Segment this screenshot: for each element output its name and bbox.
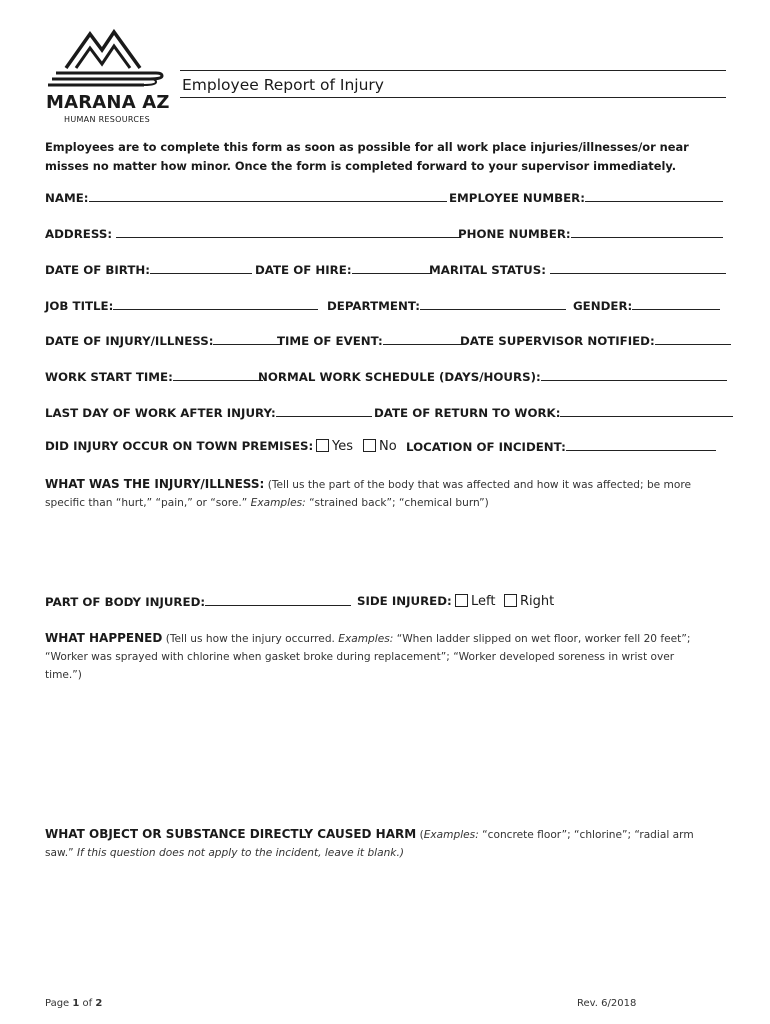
happened-note-3: time.”) [45, 669, 82, 681]
hire-label: DATE OF HIRE: [255, 263, 352, 277]
object-note-2a: saw.” [45, 847, 77, 859]
title-bottom-rule [180, 97, 726, 98]
premises-no-label: No [379, 439, 397, 454]
injury-note-2c: “strained back”; “chemical burn”) [305, 497, 489, 509]
side-left-label: Left [471, 594, 496, 609]
schedule-field[interactable] [541, 369, 727, 381]
brand-name: MARANA AZ [46, 92, 170, 113]
object-note-a: ( [416, 829, 424, 841]
name-field[interactable] [89, 190, 447, 202]
side-right-label: Right [520, 594, 555, 609]
marital-label: MARITAL STATUS: [429, 263, 551, 277]
event-time-field[interactable] [383, 333, 465, 345]
employee-number-field[interactable] [585, 190, 723, 202]
gender-field[interactable] [632, 298, 720, 310]
side-left-checkbox[interactable] [455, 594, 468, 607]
injury-heading: WHAT WAS THE INJURY/ILLNESS: [45, 477, 265, 491]
page-current: 1 [72, 998, 80, 1009]
return-date-field[interactable] [560, 405, 733, 417]
happened-note-2: “Worker was sprayed with chlorine when gasket broke during replacement”; “Worker developed soreness in wrist over [45, 651, 675, 663]
name-label: NAME: [45, 191, 89, 205]
body-part-label: PART OF BODY INJURED: [45, 595, 206, 609]
revision-date: Rev. 6/2018 [577, 998, 637, 1009]
premises-label: DID INJURY OCCUR ON TOWN PREMISES: [45, 439, 314, 453]
premises-yes-checkbox[interactable] [316, 439, 329, 452]
location-field[interactable] [566, 439, 716, 451]
object-heading: WHAT OBJECT OR SUBSTANCE DIRECTLY CAUSED HARM [45, 827, 417, 841]
side-right-checkbox[interactable] [504, 594, 517, 607]
premises-yes-label: Yes [332, 439, 353, 454]
side-label: SIDE INJURED: [357, 594, 452, 608]
page-total: 2 [95, 998, 103, 1009]
object-note-2b: If this question does not apply to the incident, leave it blank.) [76, 847, 404, 859]
location-label: LOCATION OF INCIDENT: [406, 440, 566, 454]
happened-note-c: “When ladder slipped on wet floor, worker fell 20 feet”; [393, 633, 691, 645]
happened-note-a: (Tell us how the injury occurred. [162, 633, 339, 645]
object-note-b: Examples: [423, 829, 479, 841]
injury-date-field[interactable] [213, 333, 281, 345]
dob-label: DATE OF BIRTH: [45, 263, 150, 277]
injury-note-2b: Examples: [250, 497, 306, 509]
happened-note-b: Examples: [338, 633, 394, 645]
form-title: Employee Report of Injury [182, 76, 384, 94]
department-field[interactable] [420, 298, 566, 310]
injury-answer-area[interactable] [45, 515, 725, 585]
page-prefix: Page [45, 998, 73, 1009]
phone-field[interactable] [571, 226, 723, 238]
marital-field[interactable] [550, 262, 726, 274]
address-field[interactable] [116, 226, 461, 238]
body-part-field[interactable] [205, 594, 351, 606]
happened-answer-area[interactable] [45, 690, 725, 815]
injury-note-2a: specific than “hurt,” “pain,” or “sore.” [45, 497, 251, 509]
address-label: ADDRESS: [45, 227, 117, 241]
object-note-c: “concrete floor”; “chlorine”; “radial arm [478, 829, 694, 841]
event-time-label: TIME OF EVENT: [277, 334, 383, 348]
hire-field[interactable] [352, 262, 432, 274]
page-of: of [79, 998, 96, 1009]
page-number [45, 998, 102, 1009]
last-day-label: LAST DAY OF WORK AFTER INJURY: [45, 406, 276, 420]
dob-field[interactable] [150, 262, 252, 274]
gender-label: GENDER: [573, 299, 633, 313]
supervisor-notified-field[interactable] [655, 333, 731, 345]
return-date-label: DATE OF RETURN TO WORK: [374, 406, 561, 420]
object-section [45, 825, 725, 862]
phone-label: PHONE NUMBER: [458, 227, 571, 241]
intro-text: Employees are to complete this form as soon as possible for all work place injuries/illnesses/or near misses no matter how minor. Once the form is completed forward to your supervisor immediately. [45, 140, 689, 173]
object-answer-area[interactable] [45, 866, 725, 976]
mountain-logo-icon [46, 26, 176, 92]
supervisor-notified-label: DATE SUPERVISOR NOTIFIED: [460, 334, 655, 348]
schedule-label: NORMAL WORK SCHEDULE (DAYS/HOURS): [258, 370, 541, 384]
work-start-label: WORK START TIME: [45, 370, 173, 384]
injury-section [45, 475, 725, 512]
injury-date-label: DATE OF INJURY/ILLNESS: [45, 334, 214, 348]
last-day-field[interactable] [276, 405, 372, 417]
job-title-label: JOB TITLE: [45, 299, 114, 313]
job-title-field[interactable] [113, 298, 318, 310]
brand-subtitle: HUMAN RESOURCES [64, 115, 150, 124]
title-top-rule [180, 70, 726, 71]
work-start-field[interactable] [173, 369, 263, 381]
marana-logo [46, 26, 176, 92]
happened-section [45, 629, 725, 684]
happened-heading: WHAT HAPPENED [45, 631, 163, 645]
premises-no-checkbox[interactable] [363, 439, 376, 452]
employee-number-label: EMPLOYEE NUMBER: [449, 191, 585, 205]
department-label: DEPARTMENT: [327, 299, 420, 313]
injury-note: (Tell us the part of the body that was affected and how it was affected; be more [267, 479, 691, 491]
